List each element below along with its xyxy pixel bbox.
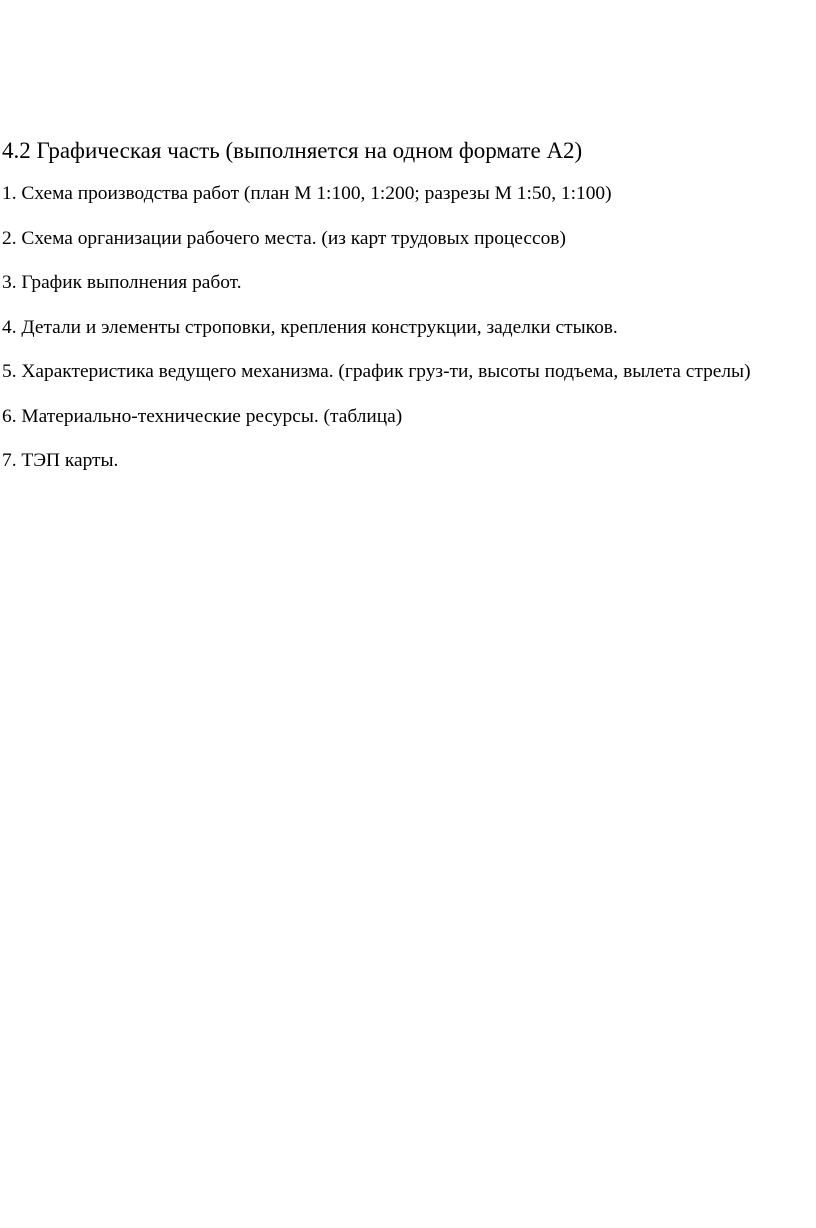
section-heading: 4.2 Графическая часть (выполняется на одном формате А2) — [2, 138, 583, 163]
list-item: 7. ТЭП карты. — [2, 450, 119, 471]
list-item: 2. Схема организации рабочего места. (из карт трудовых процессов) — [2, 227, 566, 249]
item-list — [2, 181, 792, 493]
list-item: 5. Характеристика ведущего механизма. (график груз-ти, высоты подъема, вылета стрелы) — [2, 361, 751, 382]
list-item: 1. Схема производства работ (план М 1:100, 1:200; разрезы М 1:50, 1:100) — [2, 183, 612, 204]
list-item: 3. График выполнения работ. — [2, 272, 242, 293]
list-item: 6. Материально-технические ресурсы. (таблица) — [2, 405, 403, 427]
list-item: 4. Детали и элементы строповки, крепления конструкции, заделки стыков. — [2, 316, 618, 338]
